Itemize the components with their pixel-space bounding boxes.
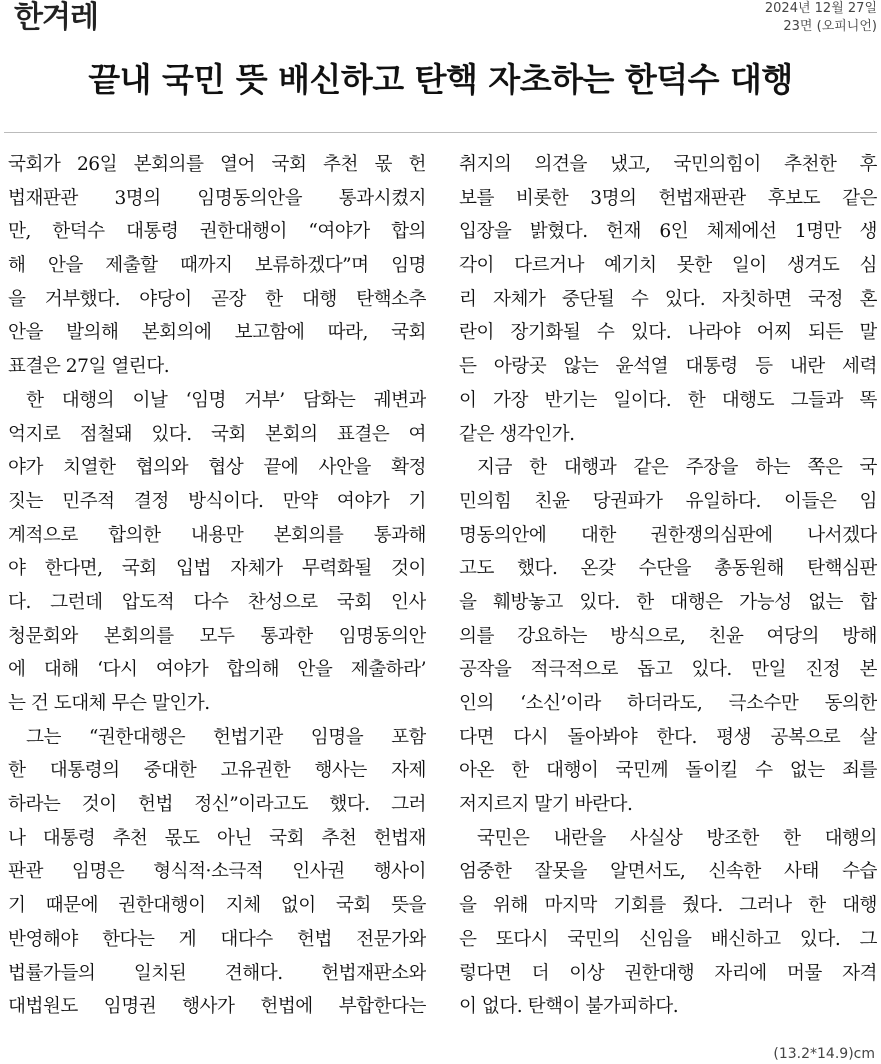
- text-line: 표결은 27일 열린다.: [8, 356, 170, 378]
- text-line: 법률가들의 일치된 견해다. 헌법재판소와: [8, 962, 426, 984]
- text-line: 하라는 것이 헌법 정신”이라고도 했다. 그러: [8, 794, 426, 816]
- page-section: 23면 (오피니언): [783, 19, 877, 34]
- text-line: 취지의 의견을 냈고, 국민의힘이 추천한 후: [459, 154, 877, 175]
- text-line: 을 위해 마지막 기회를 줬다. 그러나 한 대행: [459, 895, 877, 917]
- text-line: 의를 강요하는 방식으로, 친윤 여당의 방해: [459, 625, 877, 647]
- text-line: 억지로 점철돼 있다. 국회 본회의 표결은 여: [8, 423, 426, 445]
- text-line: 보를 비롯한 3명의 헌법재판관 후보도 같은: [459, 187, 877, 209]
- text-line: 그는 “권한대행은 헌법기관 임명을 포함: [26, 726, 426, 748]
- text-line: 이 없다. 탄핵이 불가피하다.: [459, 996, 679, 1018]
- text-line: 리 자체가 중단될 수 있다. 자칫하면 국정 혼: [459, 288, 877, 310]
- text-line: 민의힘 친윤 당권파가 유일하다. 이들은 임: [459, 490, 877, 512]
- text-line: 을 훼방놓고 있다. 한 대행은 가능성 없는 합: [459, 591, 877, 613]
- headline-divider: [4, 132, 877, 133]
- text-line: 각이 다르거나 예기치 못한 일이 생겨도 심: [459, 255, 877, 277]
- text-line: 해 안을 제출할 때까지 보류하겠다”며 임명: [8, 255, 426, 277]
- text-line: 야가 치열한 협의와 협상 끝에 사안을 확정: [8, 457, 426, 479]
- text-line: 고도 했다. 온갖 수단을 총동원해 탄핵심판: [459, 558, 877, 580]
- text-line: 는 건 도대체 무슨 말인가.: [8, 693, 210, 714]
- publication-date: 2024년 12월 27일: [764, 1, 877, 16]
- text-line: 청문회와 본회의를 모두 통과한 임명동의안: [8, 625, 426, 647]
- text-line: 입장을 밝혔다. 헌재 6인 체제에선 1명만 생: [459, 221, 877, 243]
- text-line: 을 거부했다. 야당이 곧장 한 대행 탄핵소추: [8, 288, 426, 310]
- text-line: 엄중한 잘못을 알면서도, 신속한 사태 수습: [459, 861, 877, 883]
- text-line: 든 아랑곳 않는 윤석열 대통령 등 내란 세력: [459, 356, 877, 378]
- article-column-left: [8, 148, 426, 1024]
- article-column-right: [459, 148, 877, 1024]
- text-line: 은 또다시 국민의 신임을 배신하고 있다. 그: [459, 928, 877, 950]
- text-line: 공작을 적극적으로 돕고 있다. 만일 진정 본: [459, 659, 877, 681]
- text-line: 반영해야 한다는 게 대다수 헌법 전문가와: [8, 928, 426, 950]
- text-line: 한 대행의 이날 ‘임명 거부’ 담화는 궤변과: [26, 389, 426, 411]
- text-line: 만, 한덕수 대통령 권한대행이 “여야가 합의: [8, 221, 426, 243]
- editorial-headline: 끝내 국민 뜻 배신하고 탄핵 자초하는 한덕수 대행: [88, 60, 793, 99]
- text-line: 한 대통령의 중대한 고유권한 행사는 자제: [8, 760, 426, 782]
- text-line: 짓는 민주적 결정 방식이다. 만약 여야가 기: [8, 490, 426, 512]
- text-line: 나 대통령 추천 몫도 아닌 국회 추천 헌법재: [8, 827, 426, 849]
- text-line: 저지르지 말기 바란다.: [459, 794, 633, 816]
- text-line: 국회가 26일 본회의를 열어 국회 추천 몫 헌: [8, 154, 426, 175]
- text-line: 지금 한 대행과 같은 주장을 하는 쪽은 국: [477, 457, 877, 479]
- text-line: 기 때문에 권한대행이 지체 없이 국회 뜻을: [8, 895, 426, 917]
- text-line: 에 대해 ‘다시 여야가 합의해 안을 제출하라’: [8, 659, 426, 681]
- text-line: 다. 그런데 압도적 다수 찬성으로 국회 인사: [8, 591, 426, 613]
- text-line: 안을 발의해 본회의에 보고함에 따라, 국회: [8, 322, 426, 344]
- dateline: [765, 0, 877, 36]
- newspaper-masthead: 한겨레: [14, 0, 98, 35]
- text-line: 렇다면 더 이상 권한대행 자리에 머물 자격: [459, 962, 877, 984]
- text-line: 같은 생각인가.: [459, 423, 575, 445]
- text-line: 아온 한 대행이 국민께 돌이킬 수 없는 죄를: [459, 760, 877, 782]
- text-line: 판관 임명은 형식적·소극적 인사권 행사이: [8, 861, 426, 883]
- article-size-note: (13.2*14.9)cm: [773, 1046, 875, 1062]
- text-line: 이 가장 반기는 일이다. 한 대행도 그들과 똑: [459, 389, 877, 411]
- text-line: 란이 장기화될 수 있다. 나라야 어찌 되든 말: [459, 322, 877, 344]
- text-line: 명동의안에 대한 권한쟁의심판에 나서겠다: [459, 524, 877, 546]
- text-line: 국민은 내란을 사실상 방조한 한 대행의: [477, 827, 877, 849]
- text-line: 계적으로 합의한 내용만 본회의를 통과해: [8, 524, 426, 546]
- text-line: 법재판관 3명의 임명동의안을 통과시켰지: [8, 187, 426, 209]
- text-line: 인의 ‘소신’이라 하더라도, 극소수만 동의한: [459, 693, 877, 714]
- text-line: 다면 다시 돌아봐야 한다. 평생 공복으로 살: [459, 726, 877, 748]
- text-line: 야 한다면, 국회 입법 자체가 무력화될 것이: [8, 558, 426, 580]
- text-line: 대법원도 임명권 행사가 헌법에 부합한다는: [8, 996, 426, 1018]
